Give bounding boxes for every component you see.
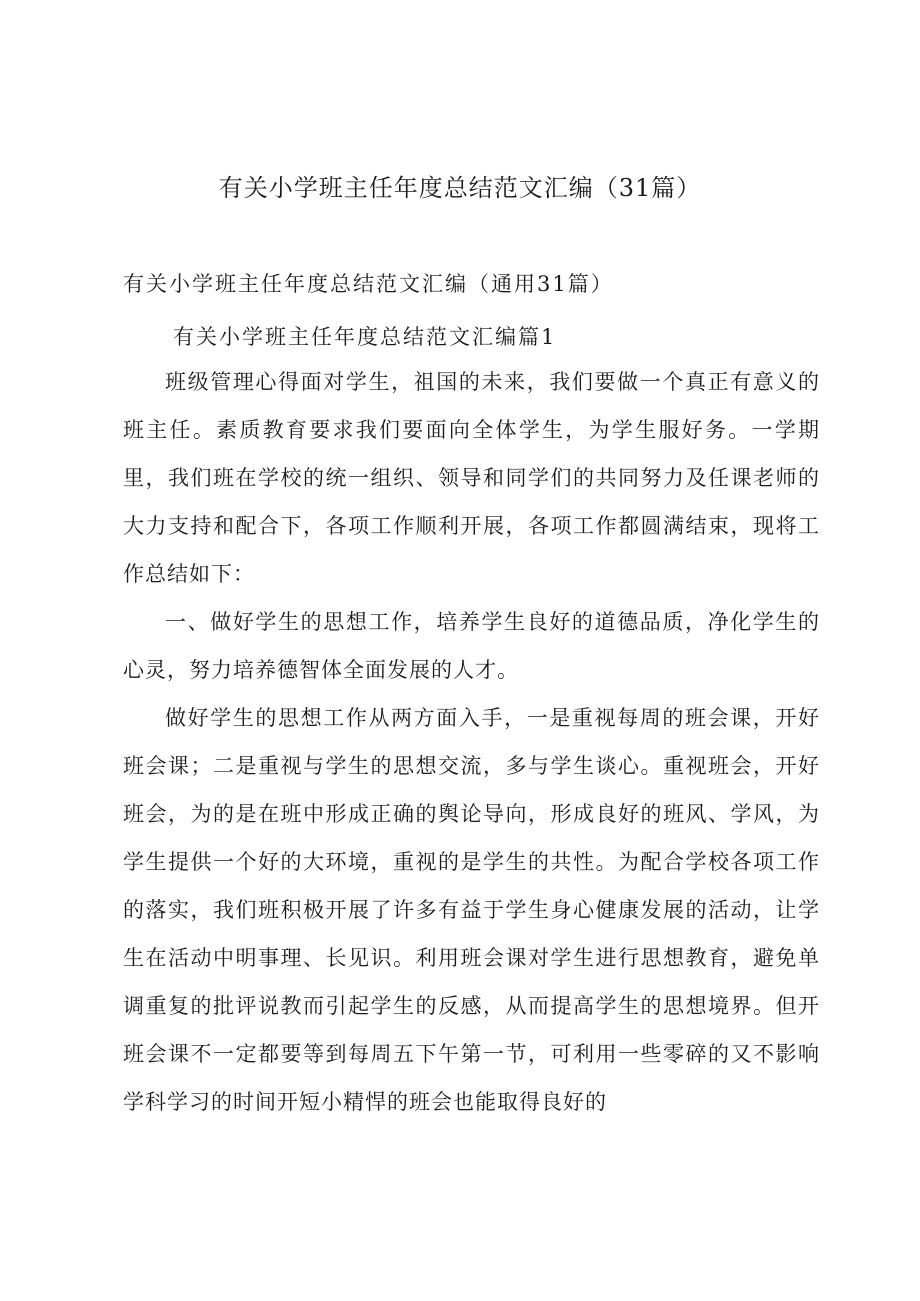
paragraph: 做好学生的思想工作从两方面入手，一是重视每周的班会课，开好班会课；二是重视与学生的思想交流，多与学生谈心。重视班会，开好班会，为的是在班中形成正确的舆论导向，形成良好的班风、学风，为学生提供一个好的大环境，重视的是学生的共性。为配合学校各项工作的落实，我们班积极开展了许多有益于学生身心健康发展的活动，让学生在活动中明事理、长见识。利用班会课对学生进行思想教育，避免单调重复的批评说教而引起学生的反感，从而提高学生的思想境界。但开班会课不一定都要等到每周五下午第一节，可利用一些零碎的又不影响学科学习的时间开短小精悍的班会也能取得良好的 — [123, 706, 820, 1114]
section-heading: 有关小学班主任年度总结范文汇编篇1 — [173, 325, 557, 349]
paragraph: 班级管理心得面对学生，祖国的未来，我们要做一个真正有意义的班主任。素质教育要求我们要面向全体学生，为学生服好务。一学期里，我们班在学校的统一组织、领导和同学们的共同努力及任课老师的大力支持和配合下，各项工作顺利开展，各项工作都圆满结束，现将工作总结如下： — [123, 370, 820, 586]
paragraph: 一、做好学生的思想工作，培养学生良好的道德品质，净化学生的心灵，努力培养德智体全面发展的人才。 — [123, 610, 820, 682]
document-title: 有关小学班主任年度总结范文汇编（31篇） — [218, 174, 702, 202]
document-subtitle: 有关小学班主任年度总结范文汇编（通用31篇） — [123, 272, 614, 296]
body-text — [123, 358, 820, 1126]
